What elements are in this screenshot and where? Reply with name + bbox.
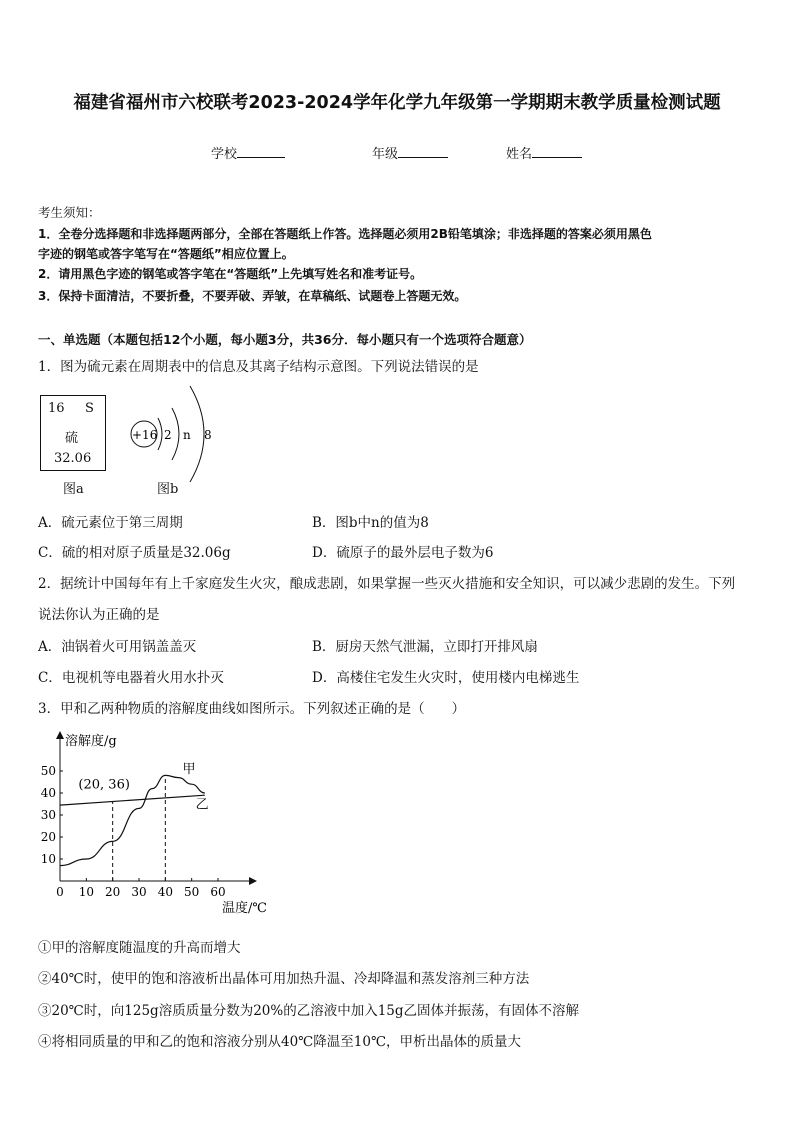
- y-tick-label: 10: [40, 852, 56, 866]
- notice-heading: 考生须知：: [38, 205, 101, 220]
- notice-item: 1．全卷分选择题和非选择题两部分，全部在答题纸上作答。选择题必须用2B铅笔填涂；非选择题的答案必须用黑色: [38, 227, 652, 241]
- x-tick-label: 40: [157, 885, 173, 899]
- option-d[interactable]: D．高楼住宅发生火灾时，使用楼内电梯逃生: [312, 670, 580, 686]
- statement-4: ④将相同质量的甲和乙的饱和溶液分别从40℃降温至10℃，甲析出晶体的质量大: [38, 1034, 522, 1050]
- shell-arc-2: [172, 408, 179, 460]
- option-b[interactable]: B．图b中n的值为8: [312, 515, 429, 531]
- chart-ticks: [41, 764, 226, 899]
- figure-b-caption: 图b: [157, 482, 179, 497]
- notice-item: 2．请用黑色字迹的钢笔或答字笔在“答题纸”上先填写姓名和准考证号。: [38, 267, 423, 281]
- name-label: 姓名: [506, 147, 533, 162]
- x-axis-label: 温度/℃: [222, 901, 267, 916]
- periodic-cell: [40, 395, 106, 471]
- y-tick-label: 50: [40, 764, 56, 778]
- option-c[interactable]: C．硫的相对原子质量是32.06g: [38, 545, 231, 561]
- nucleus-charge: +16: [132, 428, 158, 442]
- school-blank[interactable]: [237, 146, 285, 158]
- shell-2-count: n: [183, 428, 191, 442]
- series-line-yi: [60, 795, 205, 805]
- series-label-jia: 甲: [182, 762, 196, 778]
- notice-item: 3．保持卡面清洁，不要折叠，不要弄破、弄皱，在草稿纸、试题卷上答题无效。: [38, 289, 467, 303]
- option-a[interactable]: A．油锅着火可用锅盖盖灭: [38, 639, 197, 655]
- statement-2: ②40℃时，使甲的饱和溶液析出晶体可用加热升温、冷却降温和蒸发溶剂三种方法: [38, 971, 530, 987]
- statement-3: ③20℃时，向125g溶质质量分数为20%的乙溶液中加入15g乙固体并振荡，有固体不溶解: [38, 1003, 580, 1019]
- series-label-yi: 乙: [195, 797, 209, 813]
- solubility-chart: [30, 725, 280, 920]
- option-d[interactable]: D．硫原子的最外层电子数为6: [312, 545, 494, 561]
- grade-label: 年级: [372, 147, 399, 162]
- y-tick-label: 20: [40, 830, 56, 844]
- shell-arc-3: [190, 386, 204, 482]
- x-tick-label: 30: [131, 885, 147, 899]
- grade-field[interactable]: [372, 143, 448, 162]
- question-2-stem-cont: 说法你认为正确的是: [38, 607, 160, 623]
- option-c[interactable]: C．电视机等电器着火用水扑灭: [38, 670, 224, 686]
- option-a[interactable]: A．硫元素位于第三周期: [38, 515, 183, 531]
- page-title: 福建省福州市六校联考2023-2024学年化学九年级第一学期期末教学质量检测试题: [73, 93, 721, 113]
- ion-structure-diagram: [120, 378, 230, 488]
- statement-1: ①甲的溶解度随温度的升高而增大: [38, 940, 241, 956]
- school-field[interactable]: [211, 143, 285, 162]
- figure-a-caption: 图a: [63, 482, 84, 497]
- name-field[interactable]: [506, 143, 582, 162]
- y-tick-label: 30: [40, 808, 56, 822]
- y-axis-label: 溶解度/g: [65, 734, 117, 749]
- name-blank[interactable]: [532, 146, 582, 158]
- element-name: 硫: [65, 431, 79, 446]
- x-tick-label: 50: [184, 885, 200, 899]
- shell-1-count: 2: [164, 428, 172, 442]
- question-1-stem: 1．图为硫元素在周期表中的信息及其离子结构示意图。下列说法错误的是: [38, 359, 479, 375]
- section-heading: 一、单选题（本题包括12个小题，每小题3分，共36分．每小题只有一个选项符合题意）: [38, 332, 532, 347]
- x-tick-label: 20: [105, 885, 121, 899]
- shell-3-count: 8: [204, 428, 212, 442]
- option-b[interactable]: B．厨房天然气泄漏，立即打开排风扇: [312, 639, 538, 655]
- shell-arc-1: [158, 418, 162, 450]
- atomic-mass: 32.06: [54, 451, 92, 466]
- atomic-number: 16: [48, 401, 65, 416]
- x-tick-label: 0: [56, 885, 64, 899]
- point-annotation: (20, 36): [78, 777, 130, 793]
- x-tick-label: 10: [78, 885, 94, 899]
- question-2-stem: 2．据统计中国每年有上千家庭发生火灾，酿成悲剧，如果掌握一些灭火措施和安全知识，可以减少悲剧的发生。下列: [38, 576, 736, 592]
- notice-item: 字迹的钢笔或答字笔写在“答题纸”相应位置上。: [38, 247, 294, 261]
- school-label: 学校: [211, 147, 238, 162]
- y-tick-label: 40: [40, 786, 56, 800]
- grade-blank[interactable]: [398, 146, 448, 158]
- question-3-stem: 3．甲和乙两种物质的溶解度曲线如图所示。下列叙述正确的是（ ）: [38, 701, 466, 717]
- element-symbol: S: [85, 401, 94, 416]
- x-tick-label: 60: [210, 885, 226, 899]
